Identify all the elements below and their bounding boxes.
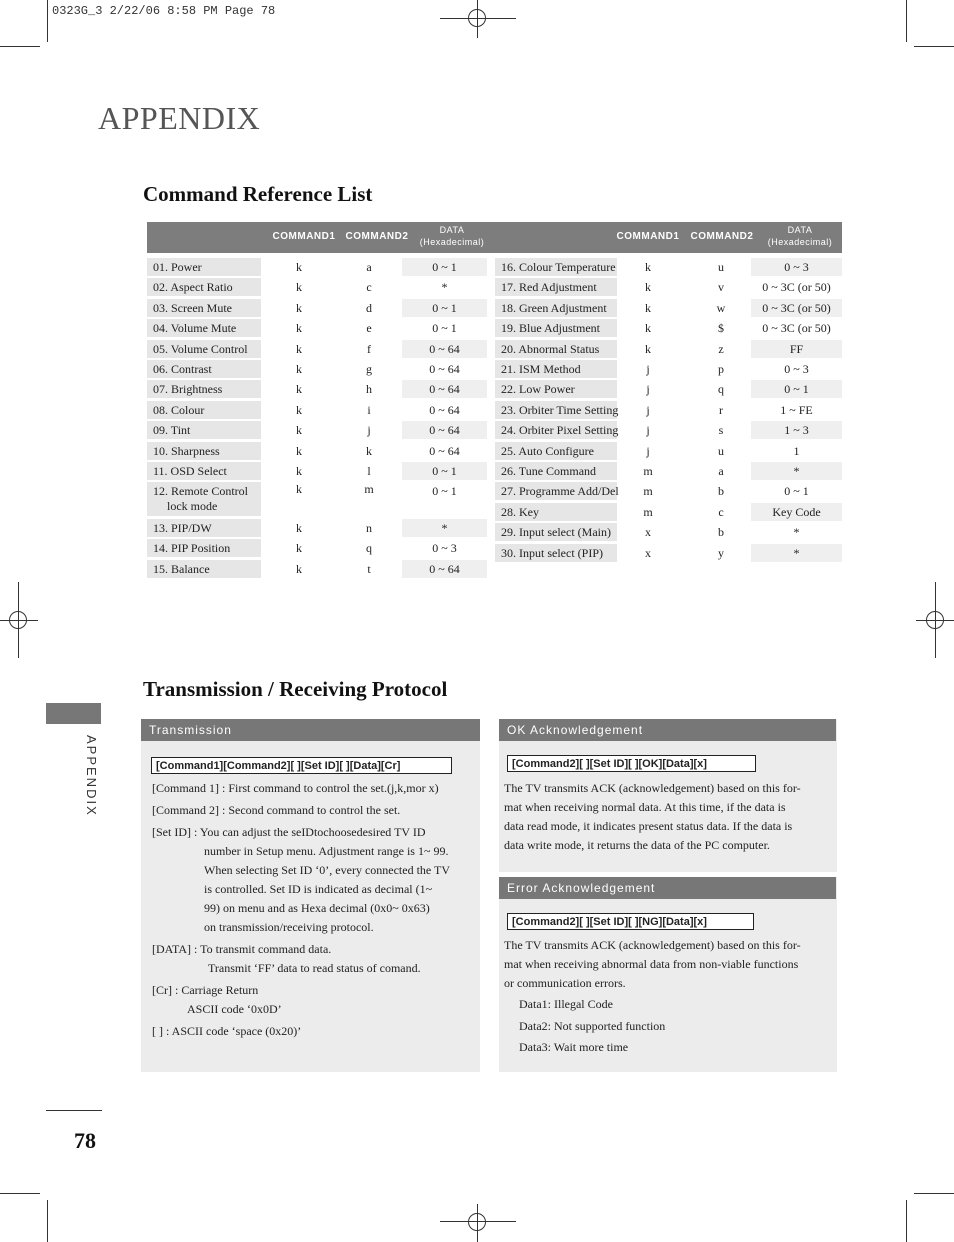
command-name: 19. Blue Adjustment — [495, 319, 617, 337]
command-name: 01. Power — [147, 258, 261, 276]
table-row — [495, 482, 842, 500]
command-name: 10. Sharpness — [147, 442, 261, 460]
table-row — [147, 539, 487, 557]
data-value: * — [793, 545, 800, 560]
command1-value: x — [645, 525, 651, 540]
error-ack-syntax: [Command2][ ][Set ID][ ][NG][Data][x] — [507, 913, 754, 930]
footer-rule — [46, 1110, 102, 1111]
data-value: 0 ~ 3C (or 50) — [762, 280, 831, 295]
data-value: 0 ~ 3 — [784, 260, 809, 274]
command2-value: f — [367, 341, 371, 356]
data-value: 0 ~ 64 — [429, 402, 460, 417]
command-name: 29. Input select (Main) — [495, 523, 617, 541]
command1-value: k — [296, 280, 302, 295]
table-row — [495, 421, 842, 439]
command2-value: i — [367, 402, 371, 417]
command1-value: k — [296, 300, 302, 315]
text-line: 99) on menu and as Hexa decimal (0x0~ 0x63) — [204, 901, 430, 915]
data-value: 0 ~ 1 — [432, 321, 457, 336]
command-name: 28. Key — [495, 503, 617, 521]
command2-value: $ — [718, 321, 724, 336]
command1-value: k — [296, 520, 302, 535]
table-row — [147, 482, 487, 516]
command2-value: s — [718, 423, 724, 438]
command2-value: j — [367, 423, 371, 438]
data-value: 0 ~ 64 — [429, 341, 460, 356]
text-line: [Cr] : Carriage Return — [152, 983, 259, 997]
error-data-item: Data2: Not supported function — [519, 1018, 666, 1033]
data-value: * — [441, 520, 448, 535]
data-value: 1 ~ 3 — [784, 423, 809, 438]
data-value: 0 ~ 3C (or 50) — [762, 300, 831, 315]
data-value: * — [441, 280, 448, 295]
command1-value: x — [645, 545, 651, 560]
table-row — [495, 299, 842, 317]
command2-value: q — [366, 541, 372, 556]
table-row — [147, 401, 487, 419]
text-line: When selecting Set ID ‘0’, every connected the TV — [204, 863, 451, 877]
command1-value: k — [645, 321, 651, 336]
command1-value: k — [296, 423, 302, 438]
table-row — [147, 519, 487, 537]
header-data-right: DATA (Hexadecimal) — [767, 225, 833, 247]
command1-value: j — [646, 423, 650, 438]
data-value: FF — [789, 341, 804, 356]
command2-value: b — [718, 484, 724, 499]
command2-value: z — [718, 341, 724, 356]
text-line: is controlled. Set ID is indicated as decimal (1~ — [204, 882, 433, 896]
table-row — [495, 278, 842, 296]
ok-ack-header: OK Acknowledgement — [499, 719, 836, 741]
command1-value: k — [296, 541, 302, 556]
table-row — [147, 442, 487, 460]
command-name: 08. Colour — [147, 401, 261, 419]
data-value: * — [793, 525, 800, 540]
command2-value: c — [718, 504, 724, 519]
table-row — [147, 380, 487, 398]
command2-value: v — [718, 280, 724, 295]
table-row — [147, 319, 487, 337]
ok-ack-syntax: [Command2][ ][Set ID][ ][OK][Data][x] — [507, 755, 756, 772]
text-line: [Set ID] : You can adjust the seIDtochoosedesired TV ID — [152, 825, 426, 839]
text-line: Transmit ‘FF’ data to read status of comand. — [208, 961, 421, 975]
data-value: * — [793, 464, 800, 478]
command2-value: m — [364, 482, 374, 497]
data-value: 0 ~ 1 — [432, 464, 457, 478]
command1-value: j — [646, 382, 650, 397]
data-value: 0 ~ 1 — [432, 260, 457, 274]
table-row — [147, 299, 487, 317]
page-title: APPENDIX — [98, 100, 261, 136]
command1-value: k — [645, 341, 651, 356]
command1-value: k — [645, 280, 651, 295]
command-name: 11. OSD Select — [147, 462, 261, 480]
command2-value: u — [718, 260, 724, 274]
data-value: 1 ~ FE — [780, 402, 813, 417]
command2-value: a — [718, 464, 724, 478]
table-row — [495, 503, 842, 521]
command-name: 12. Remote Control lock mode — [147, 482, 261, 516]
command-name: 15. Balance — [147, 560, 261, 578]
command1-value: k — [296, 482, 302, 497]
command-name: 18. Green Adjustment — [495, 299, 617, 317]
data-value: 0 ~ 3 — [432, 541, 457, 556]
table-row — [495, 258, 842, 276]
command2-value: p — [718, 362, 724, 376]
command1-value: k — [645, 260, 651, 274]
command2-value: q — [718, 382, 724, 397]
command-reference-title: Command Reference List — [143, 182, 373, 206]
text-line: data write mode, it returns the data of the PC computer. — [504, 838, 770, 852]
command-name: 21. ISM Method — [495, 360, 617, 378]
command2-value: r — [719, 402, 723, 417]
header-command1-left: COMMAND1 — [272, 231, 336, 242]
header-command2-left: COMMAND2 — [345, 231, 409, 242]
data-value: 0 ~ 1 — [784, 484, 809, 499]
command2-value: l — [367, 464, 371, 478]
table-row — [495, 360, 842, 378]
text-line: data read mode, it indicates present status data. If the data is — [504, 819, 793, 833]
page-number: 78 — [74, 1128, 96, 1153]
error-data-item: Data3: Wait more time — [519, 1040, 629, 1054]
command-name: 27. Programme Add/Del — [495, 482, 617, 500]
text-line: number in Setup menu. Adjustment range is 1~ 99. — [204, 844, 449, 858]
table-row — [147, 360, 487, 378]
command1-value: j — [646, 362, 650, 376]
command-name: 07. Brightness — [147, 380, 261, 398]
table-row — [147, 421, 487, 439]
text-line: [DATA] : To transmit command data. — [152, 942, 332, 956]
text-line: on transmission/receiving protocol. — [204, 920, 374, 934]
command2-value: n — [366, 520, 372, 535]
command-name: 09. Tint — [147, 421, 261, 439]
side-label: APPENDIX — [84, 735, 99, 817]
data-value: 0 ~ 64 — [429, 443, 460, 458]
text-line: [ ] : ASCII code ‘space (0x20)’ — [152, 1024, 302, 1038]
transmission-syntax: [Command1][Command2][ ][Set ID][ ][Data][Cr] — [151, 757, 452, 774]
data-value: 1 — [793, 443, 800, 458]
command-name: 05. Volume Control — [147, 340, 261, 358]
data-value: 0 ~ 64 — [429, 561, 460, 576]
command1-value: k — [645, 300, 651, 315]
command1-value: k — [296, 260, 302, 274]
text-line: mat when receiving normal data. At this time, if the data is — [504, 800, 786, 814]
table-row — [147, 278, 487, 296]
command1-value: k — [296, 443, 302, 458]
data-value: 0 ~ 64 — [429, 362, 460, 376]
table-row — [147, 340, 487, 358]
data-value: 0 ~ 64 — [429, 382, 460, 397]
command2-value: y — [718, 545, 724, 560]
command2-value: u — [718, 443, 724, 458]
table-row — [495, 319, 842, 337]
command1-value: m — [643, 464, 653, 478]
command2-value: h — [366, 382, 372, 397]
command-name: 26. Tune Command — [495, 462, 617, 480]
table-row — [495, 462, 842, 480]
protocol-title: Transmission / Receiving Protocol — [143, 677, 448, 701]
command2-value: a — [366, 260, 372, 274]
header-command1-right: COMMAND1 — [616, 231, 680, 242]
table-row — [495, 544, 842, 562]
text-line: or communication errors. — [504, 976, 626, 990]
data-value: 0 ~ 1 — [784, 382, 809, 397]
command-name: 13. PIP/DW — [147, 519, 261, 537]
command2-value: t — [367, 561, 371, 576]
print-header: 0323G_3 2/22/06 8:58 PM Page 78 — [52, 4, 276, 18]
command1-value: k — [296, 561, 302, 576]
command1-value: k — [296, 402, 302, 417]
command-name: 02. Aspect Ratio — [147, 278, 261, 296]
table-row — [147, 462, 487, 480]
table-row — [147, 258, 487, 276]
table-row — [495, 401, 842, 419]
data-value: 0 ~ 64 — [429, 423, 460, 438]
error-ack-header: Error Acknowledgement — [499, 877, 836, 899]
command1-value: k — [296, 464, 302, 478]
data-value: 0 ~ 1 — [432, 300, 457, 315]
side-tab — [46, 703, 101, 724]
command-name: 25. Auto Configure — [495, 442, 617, 460]
command2-value: c — [366, 280, 372, 295]
command1-value: k — [296, 382, 302, 397]
header-command2-right: COMMAND2 — [690, 231, 754, 242]
command2-value: e — [366, 321, 372, 336]
table-row — [495, 340, 842, 358]
command-name: 24. Orbiter Pixel Setting — [495, 421, 617, 439]
text-line: The TV transmits ACK (acknowledgement) based on this for- — [504, 938, 801, 952]
text-line: ASCII code ‘0x0D’ — [187, 1002, 282, 1016]
command1-value: j — [646, 443, 650, 458]
command2-value: b — [718, 525, 724, 540]
table-row — [495, 380, 842, 398]
command-name: 20. Abnormal Status — [495, 340, 617, 358]
command-name: 14. PIP Position — [147, 539, 261, 557]
command-table-header — [147, 222, 842, 253]
command2-value: d — [366, 300, 372, 315]
command1-value: k — [296, 341, 302, 356]
command-name: 30. Input select (PIP) — [495, 544, 617, 562]
command-name: 22. Low Power — [495, 380, 617, 398]
command1-value: k — [296, 362, 302, 376]
command1-value: m — [643, 484, 653, 499]
command-name: 17. Red Adjustment — [495, 278, 617, 296]
command2-value: w — [716, 300, 726, 315]
text-line: [Command 1] : First command to control the set.(j,k,mor x) — [152, 781, 439, 795]
data-value: Key Code — [772, 504, 821, 519]
command1-value: j — [646, 402, 650, 417]
table-row — [495, 523, 842, 541]
text-line: mat when receiving abnormal data from non-viable functions — [504, 957, 799, 971]
command-name: 16. Colour Temperature — [495, 258, 617, 276]
command-name: 23. Orbiter Time Setting — [495, 401, 617, 419]
error-data-item: Data1: Illegal Code — [519, 997, 613, 1011]
header-data-left: DATA (Hexadecimal) — [419, 225, 485, 247]
text-line: The TV transmits ACK (acknowledgement) based on this for- — [504, 781, 801, 795]
command1-value: m — [643, 504, 653, 519]
text-line: [Command 2] : Second command to control the set. — [152, 803, 401, 817]
command-name: 03. Screen Mute — [147, 299, 261, 317]
table-row — [147, 560, 487, 578]
table-row — [495, 442, 842, 460]
data-value: 0 ~ 3C (or 50) — [762, 321, 831, 336]
data-value: 0 ~ 1 — [432, 484, 457, 499]
transmission-header: Transmission — [141, 719, 480, 741]
command2-value: k — [366, 443, 372, 458]
command2-value: g — [366, 362, 372, 376]
command1-value: k — [296, 321, 302, 336]
command-name: 06. Contrast — [147, 360, 261, 378]
command-name: 04. Volume Mute — [147, 319, 261, 337]
data-value: 0 ~ 3 — [784, 362, 809, 376]
